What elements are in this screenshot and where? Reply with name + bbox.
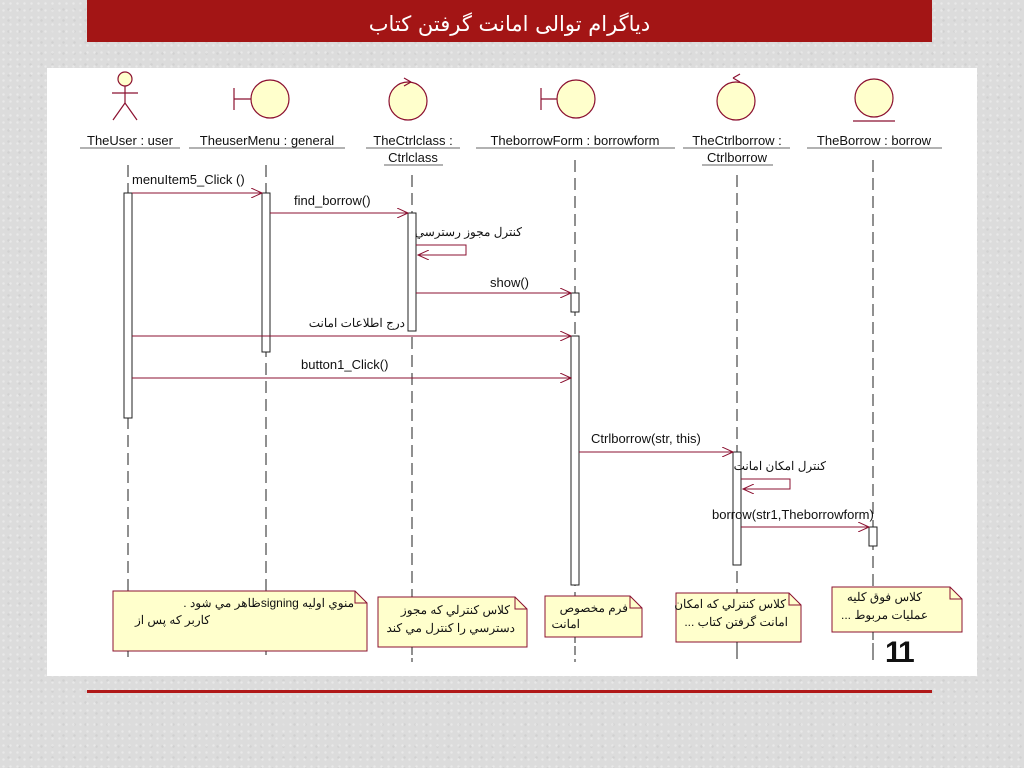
footer-rule	[87, 690, 932, 693]
activation-form-1	[571, 293, 579, 312]
control-icon-ctrlborrow	[717, 74, 755, 120]
actor-icon	[112, 72, 138, 120]
note-text: فرم مخصوص	[559, 601, 628, 615]
lifeline-label-user: TheUser : user	[87, 133, 173, 148]
boundary-icon-form	[541, 80, 595, 118]
note-text: عمليات مربوط ...	[841, 608, 928, 622]
lifeline-label-menu: TheuserMenu : general	[199, 133, 335, 148]
message-arrow-self-ctrlclass	[416, 245, 466, 255]
control-icon-ctrlclass	[389, 78, 427, 120]
message-label: borrow(str1,Theborrowform)	[712, 507, 874, 522]
lifeline-label-form: TheborrowForm : borrowform	[490, 133, 660, 148]
lifeline-label-ctrlborrow-1: TheCtrlborrow :	[692, 133, 782, 148]
activation-menu	[262, 193, 270, 352]
message-label: کنترل امکان امانت	[733, 459, 826, 473]
message-label: find_borrow()	[294, 193, 371, 208]
lifeline-label-ctrlborrow-2: Ctrlborrow	[707, 150, 767, 165]
message-label: button1_Click()	[301, 357, 389, 372]
note-text: كلاس فوق كليه	[846, 590, 922, 604]
note-text: امانت گرفتن كتاب ...	[684, 615, 788, 629]
lifeline-label-ctrlclass-1: TheCtrlclass :	[373, 133, 453, 148]
activation-borrow	[869, 527, 877, 546]
message-label: کنترل مجوز رسترسي	[414, 225, 522, 239]
note-text: دسترسي را كنترل مي كند	[386, 621, 515, 635]
lifeline-label-ctrlclass-2: Ctrlclass	[388, 150, 438, 165]
lifeline-label-borrow: TheBorrow : borrow	[816, 133, 932, 148]
slide-title: دیاگرام توالی امانت گرفتن کتاب	[87, 0, 932, 42]
message-arrow-self-ctrlborrow	[741, 479, 790, 489]
slide-number: 11	[885, 636, 913, 669]
note-text: امانت	[551, 617, 580, 631]
message-label: menuItem5_Click ()	[132, 172, 245, 187]
message-label: درج اطلاعات امانت	[308, 316, 405, 330]
message-label: show()	[490, 275, 530, 290]
activation-user	[124, 193, 132, 418]
message-label: Ctrlborrow(str, this)	[591, 431, 701, 446]
note-text: منوي اوليه signingظاهر مي شود .	[183, 596, 354, 610]
note-text: كلاس كنترلي كه مجوز	[400, 603, 510, 617]
note-text: كلاس كنترلي كه امكان	[674, 597, 786, 611]
entity-icon-borrow	[853, 79, 895, 121]
note-text: كاربر كه پس از	[134, 613, 210, 627]
activation-form-2	[571, 336, 579, 585]
boundary-icon-menu	[234, 80, 289, 118]
